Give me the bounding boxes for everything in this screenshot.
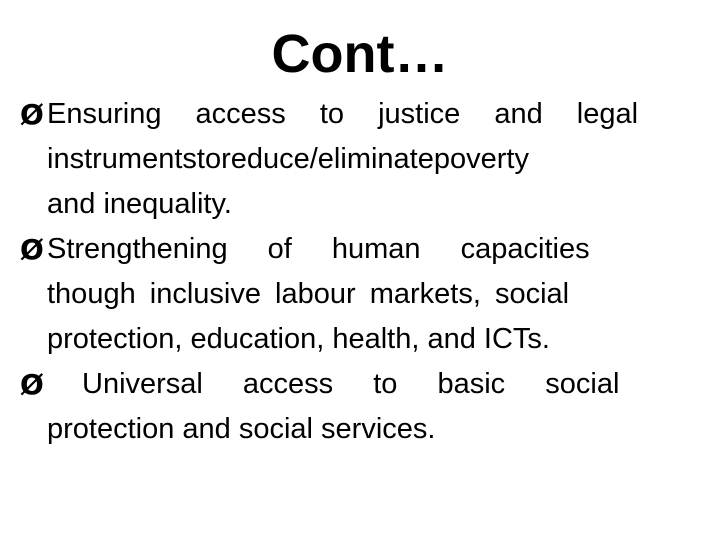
bullet-line: instrumentstoreduce/eliminatepoverty: [47, 143, 529, 175]
bullet-item-universal-access: [20, 362, 690, 452]
bullet-text: [47, 92, 690, 227]
bullet-line: though inclusive labour markets, social: [47, 278, 570, 310]
arrow-bullet-icon: Ø: [20, 233, 44, 266]
arrow-bullet-icon: Ø: [20, 98, 44, 131]
slide-title: Cont…: [271, 24, 449, 84]
bullet-text: [47, 227, 690, 362]
bullet-item-justice: [20, 92, 690, 227]
bullet-line: and inequality.: [47, 188, 232, 220]
bullet-line: Universal access to basic social: [82, 368, 620, 400]
bullet-line: Strengthening of human capacities: [47, 233, 590, 265]
bullet-list: [20, 92, 690, 452]
bullet-text: [47, 362, 690, 452]
bullet-line: protection, education, health, and ICTs.: [47, 323, 550, 355]
bullet-line: Ensuring access to justice and legal: [47, 98, 639, 130]
arrow-bullet-icon: Ø: [20, 368, 44, 401]
bullet-item-human-capacities: [20, 227, 690, 362]
bullet-line: protection and social services.: [47, 413, 436, 445]
